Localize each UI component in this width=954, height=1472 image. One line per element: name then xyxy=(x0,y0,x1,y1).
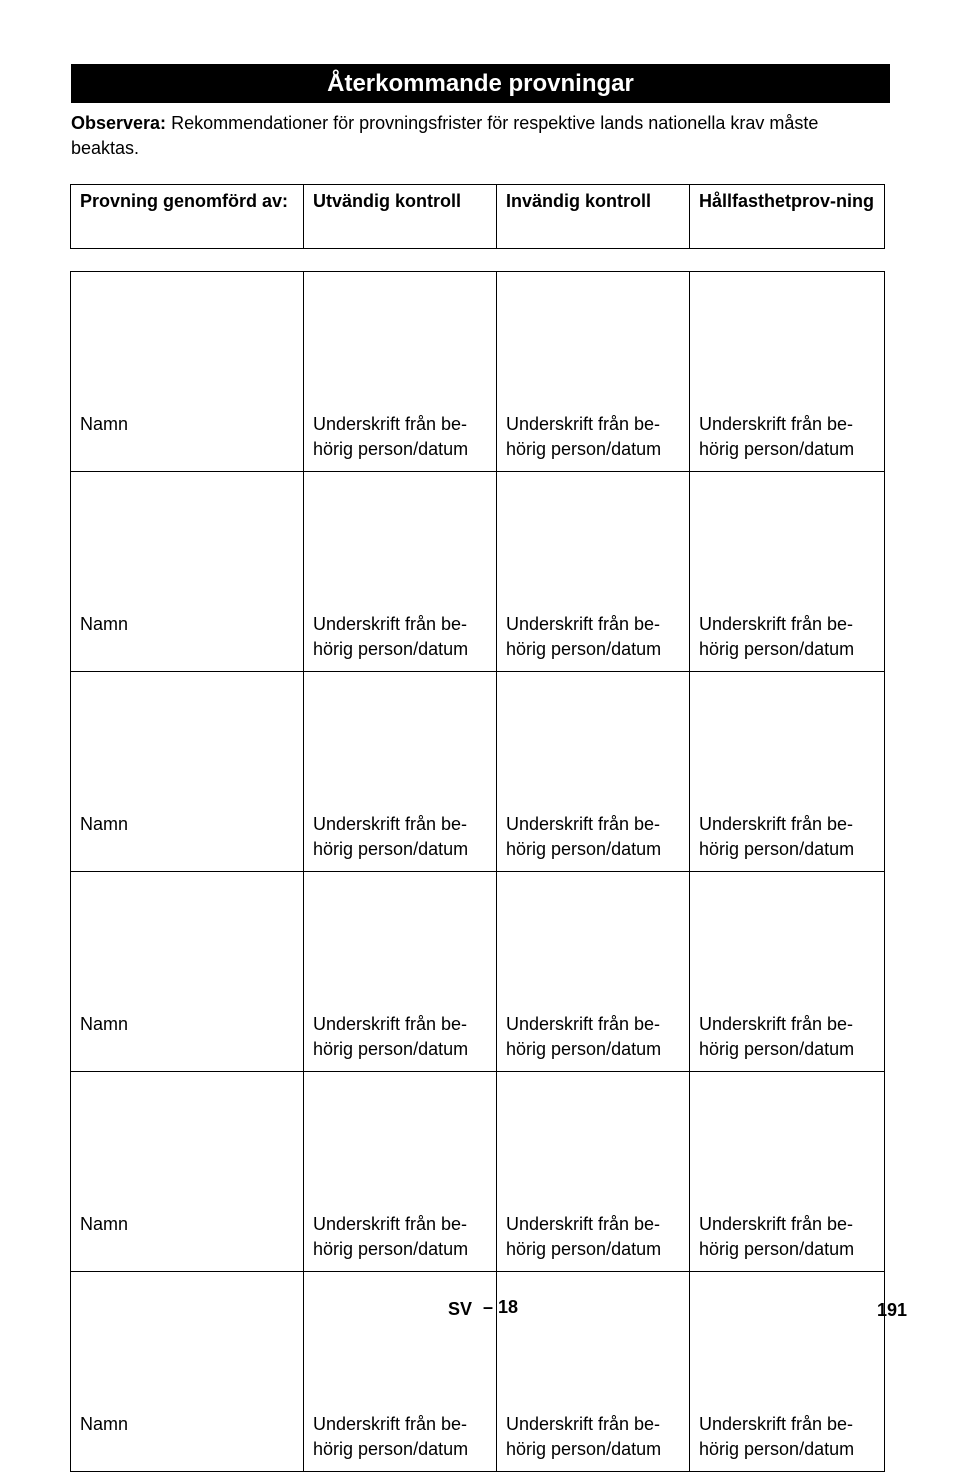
signature-field-external[interactable]: Underskrift från be-hörig person/datum xyxy=(304,1072,497,1272)
signature-field-external[interactable]: Underskrift från be-hörig person/datum xyxy=(304,1272,497,1472)
header-row xyxy=(71,185,885,249)
inspection-table xyxy=(70,271,885,1472)
note-text: Rekommendationer för provningsfrister för respektive lands nationella krav måste beaktas. xyxy=(71,113,819,158)
name-field[interactable]: Namn xyxy=(71,1072,304,1272)
header-cell-internal: Invändig kontroll xyxy=(497,185,690,249)
footer-page-number: – 18 xyxy=(483,1297,519,1317)
table-row xyxy=(71,472,885,672)
signature-field-external[interactable]: Underskrift från be-hörig person/datum xyxy=(304,272,497,472)
table-row xyxy=(71,1072,885,1272)
footer-document-page: 191 xyxy=(877,1300,908,1320)
table-row xyxy=(71,872,885,1072)
table-row xyxy=(71,672,885,872)
footer-language: SV xyxy=(448,1299,473,1319)
note-paragraph xyxy=(71,111,881,161)
name-field[interactable]: Namn xyxy=(71,872,304,1072)
signature-field-internal[interactable]: Underskrift från be-hörig person/datum xyxy=(497,272,690,472)
header-cell-performed-by: Provning genomförd av: xyxy=(71,185,304,249)
table-row xyxy=(71,1272,885,1472)
header-table xyxy=(70,184,885,249)
name-field[interactable]: Namn xyxy=(71,1272,304,1472)
signature-field-internal[interactable]: Underskrift från be-hörig person/datum xyxy=(497,672,690,872)
table-row xyxy=(71,272,885,472)
signature-field-internal[interactable]: Underskrift från be-hörig person/datum xyxy=(497,872,690,1072)
page-title: Återkommande provningar xyxy=(71,64,890,103)
signature-field-internal[interactable]: Underskrift från be-hörig person/datum xyxy=(497,1072,690,1272)
header-cell-strength: Hållfasthetprov-ning xyxy=(690,185,885,249)
signature-field-strength[interactable]: Underskrift från be-hörig person/datum xyxy=(690,272,885,472)
signature-field-strength[interactable]: Underskrift från be-hörig person/datum xyxy=(690,1272,885,1472)
signature-field-external[interactable]: Underskrift från be-hörig person/datum xyxy=(304,472,497,672)
name-field[interactable]: Namn xyxy=(71,472,304,672)
note-label: Observera: xyxy=(71,113,167,133)
signature-field-strength[interactable]: Underskrift från be-hörig person/datum xyxy=(690,672,885,872)
signature-field-external[interactable]: Underskrift från be-hörig person/datum xyxy=(304,672,497,872)
name-field[interactable]: Namn xyxy=(71,272,304,472)
signature-field-strength[interactable]: Underskrift från be-hörig person/datum xyxy=(690,1072,885,1272)
name-field[interactable]: Namn xyxy=(71,672,304,872)
signature-field-external[interactable]: Underskrift från be-hörig person/datum xyxy=(304,872,497,1072)
signature-field-strength[interactable]: Underskrift från be-hörig person/datum xyxy=(690,872,885,1072)
signature-field-internal[interactable]: Underskrift från be-hörig person/datum xyxy=(497,472,690,672)
signature-field-strength[interactable]: Underskrift från be-hörig person/datum xyxy=(690,472,885,672)
signature-field-internal[interactable]: Underskrift från be-hörig person/datum xyxy=(497,1272,690,1472)
header-cell-external: Utvändig kontroll xyxy=(304,185,497,249)
